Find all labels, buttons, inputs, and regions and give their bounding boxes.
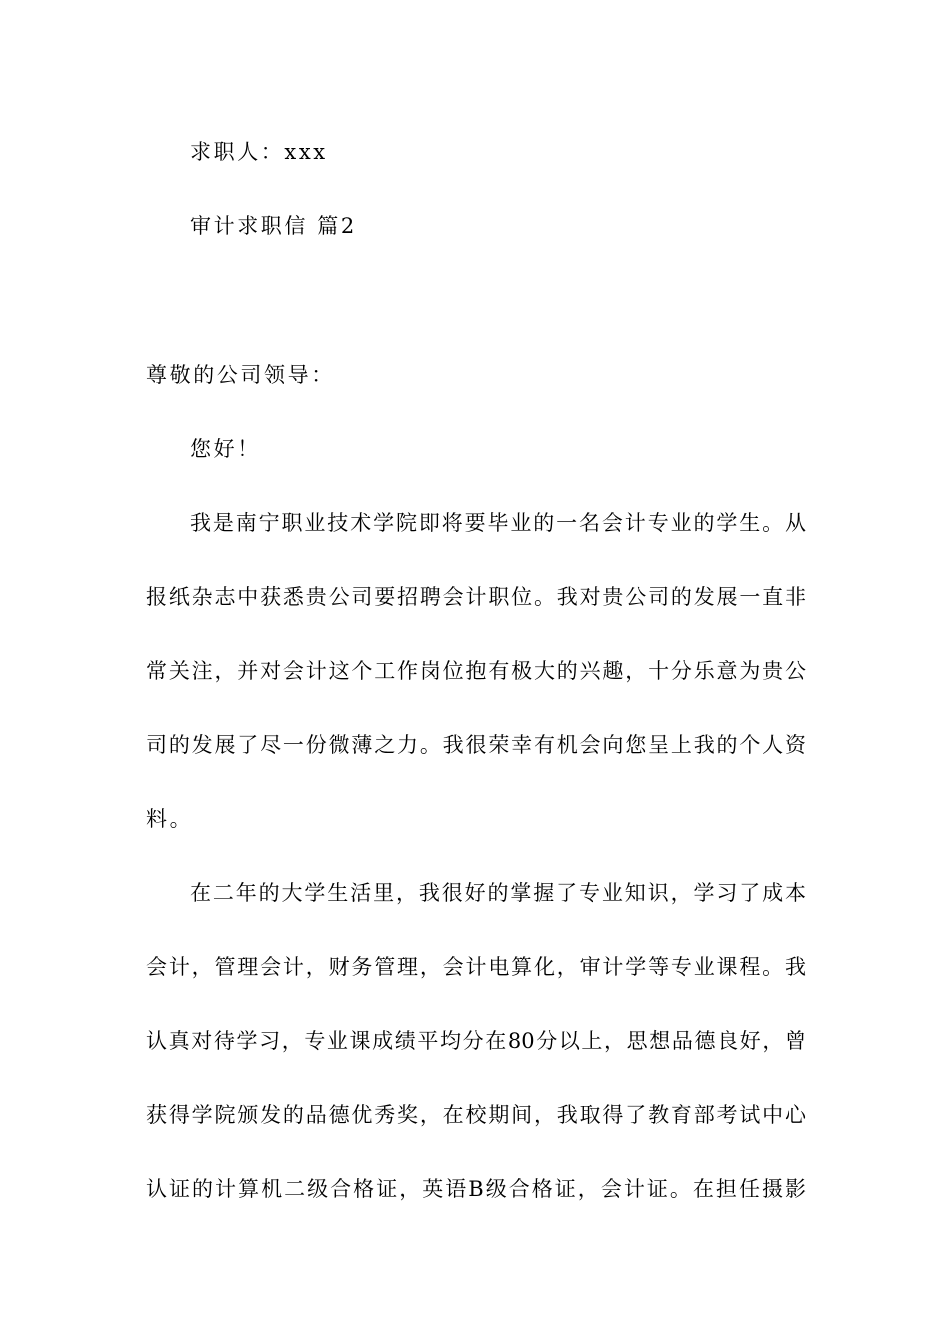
paragraph-1-line-3: 常关注，并对会计这个工作岗位抱有极大的兴趣，十分乐意为贵公 (146, 659, 806, 683)
paragraph-1-line-5: 料。 (146, 807, 194, 831)
paragraph-2-line-2: 会计，管理会计，财务管理，会计电算化，审计学等专业课程。我 (146, 955, 806, 979)
paragraph-1-line-4: 司的发展了尽一份微薄之力。我很荣幸有机会向您呈上我的个人资 (146, 733, 806, 757)
paragraph-1-line-2: 报纸杂志中获悉贵公司要招聘会计职位。我对贵公司的发展一直非 (146, 585, 806, 609)
paragraph-1-line-1: 我是南宁职业技术学院即将要毕业的一名会计专业的学生。从 (190, 511, 806, 535)
paragraph-2-line-1: 在二年的大学生活里，我很好的掌握了专业知识，学习了成本 (190, 881, 806, 905)
greeting: 您好！ (190, 437, 261, 461)
paragraph-2-line-3: 认真对待学习，专业课成绩平均分在80分以上，思想品德良好，曾 (146, 1029, 806, 1053)
signature-line: 求职人：xxx (190, 140, 328, 164)
salutation: 尊敬的公司领导： (146, 363, 335, 387)
paragraph-2-line-4: 获得学院颁发的品德优秀奖，在校期间，我取得了教育部考试中心 (146, 1103, 806, 1127)
section-title: 审计求职信 篇2 (190, 214, 357, 238)
paragraph-2-line-5: 认证的计算机二级合格证，英语B级合格证，会计证。在担任摄影 (146, 1177, 806, 1201)
